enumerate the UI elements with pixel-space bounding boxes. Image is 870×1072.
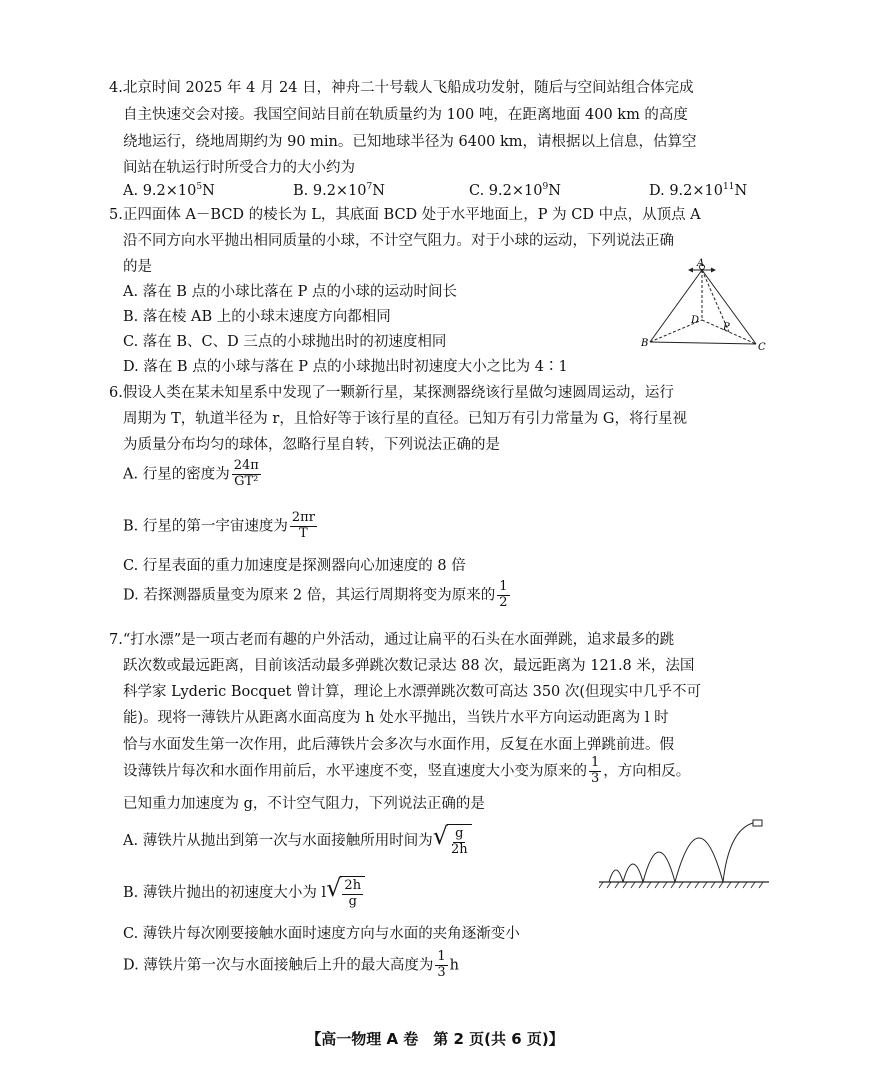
q7-line-6: 设薄铁片每次和水面作用前后，水平速度不变，竖直速度大小变为原来的 $\frac{1}{3}$ ，方向相反。 (123, 755, 691, 786)
water-hatching (599, 882, 763, 888)
q7-line-5: 恰与水面发生第一次作用，此后薄铁片会多次与水面作用，反复在水面上弹跳前进。假 (123, 737, 674, 753)
q5-line-3: 的是 (123, 259, 152, 275)
q6-option-c[interactable]: C. 行星表面的重力加速度是探测器向心加速度的 8 倍 (123, 558, 466, 574)
q7-option-b[interactable]: B. 薄铁片抛出的初速度大小为 l √ $\frac{2h}{g}$ (123, 876, 365, 910)
trajectory-arc-5 (609, 870, 623, 882)
q4-option-b[interactable]: B. $9.2\times 10^7N$ (293, 182, 385, 199)
trajectory-arc-4 (623, 864, 643, 882)
fraction: $\frac{1}{3}$ (591, 755, 600, 786)
label-a: A (697, 258, 705, 269)
sqrt: √ $\frac{2h}{g}$ (326, 876, 365, 910)
q4-line-1: 4.北京时间 2025 年 4 月 24 日，神舟二十号载人飞船成功发射，随后与空间站组合体完成 (109, 80, 694, 96)
q7-line-7: 已知重力加速度为 g，不计空气阻力，下列说法正确的是 (123, 796, 485, 812)
q4-option-a[interactable]: A. $9.2\times 10^5N$ (123, 182, 215, 199)
q6-line-2: 周期为 T，轨道半径为 r，且恰好等于该行星的直径。已知万有引力常量为 G，将行星视 (123, 411, 688, 427)
q6-line-1: 6.假设人类在某未知星系中发现了一颗新行星，某探测器绕该行星做匀速圆周运动，运行 (109, 385, 674, 401)
q4-options (123, 183, 803, 198)
q7-line-4: 能)。现将一薄铁片从距离水面高度为 h 处水平抛出，当铁片水平方向运动距离为 l 时 (123, 710, 669, 726)
fraction: $\frac{1}{3}$ (437, 949, 446, 980)
q5-option-a[interactable]: A. 落在 B 点的小球比落在 P 点的小球的运动时间长 (123, 284, 458, 300)
fraction: $\frac{g}{2h}$ (451, 826, 468, 857)
q6-option-d[interactable]: D. 若探测器质量变为原来 2 倍，其运行周期将变为原来的 $\frac{1}{2}$ (123, 579, 508, 610)
q4-option-c[interactable]: C. $9.2\times 10^9N$ (469, 182, 561, 199)
edge-ab (650, 270, 702, 342)
arrow-left-icon (688, 268, 693, 273)
q5-option-c[interactable]: C. 落在 B、C、D 三点的小球抛出时的初速度相同 (123, 334, 447, 350)
edge-bc (650, 342, 756, 344)
trajectory-arc-1 (723, 823, 753, 882)
fraction: $\frac{2\pi r}{T}$ (291, 510, 315, 541)
label-p: P (723, 322, 730, 333)
q5-line-2: 沿不同方向水平抛出相同质量的小球，不计空气阻力。对于小球的运动，下列说法正确 (123, 233, 674, 249)
tetrahedron-diagram (640, 258, 770, 354)
q5-option-b[interactable]: B. 落在棱 AB 上的小球末速度方向都相同 (123, 309, 391, 325)
arrow-right-icon (711, 268, 716, 273)
trajectory-arc-3 (643, 852, 675, 882)
q5-line-1: 5.正四面体 A－BCD 的棱长为 L，其底面 BCD 处于水平地面上，P 为 CD 中点，从顶点 A (109, 207, 701, 223)
iron-plate-icon (753, 820, 762, 826)
page-footer: 【高一物理 A 卷 第 2 页(共 6 页)】 (306, 1030, 564, 1048)
q6-option-a[interactable]: A. 行星的密度为 $\frac{24\pi}{\text{GT²}}$ (123, 458, 259, 489)
q7-option-a[interactable]: A. 薄铁片从抛出到第一次与水面接触所用时间为 √ $\frac{g}{2h}$ (123, 824, 472, 858)
fraction: $\frac{1}{2}$ (499, 579, 508, 610)
q7-option-d[interactable]: D. 薄铁片第一次与水面接触后上升的最大高度为 $\frac{1}{3}$ h (123, 949, 459, 980)
fraction: $\frac{24\pi}{\text{GT²}}$ (233, 458, 259, 489)
label-b: B (641, 338, 649, 349)
q7-line-3: 科学家 Lyderic Bocquet 曾计算，理论上水漂弹跳次数可高达 350 次(但现实中几乎不可 (123, 684, 702, 700)
q4-option-d[interactable]: D. $9.2\times 10^{11}N$ (649, 182, 748, 199)
q7-option-c[interactable]: C. 薄铁片每次刚要接触水面时速度方向与水面的夹角逐渐变小 (123, 926, 520, 942)
fraction: $\frac{2h}{g}$ (344, 878, 362, 909)
trajectory-arc-2 (675, 838, 723, 882)
q5-option-d[interactable]: D. 落在 B 点的小球与落在 P 点的小球抛出时初速度大小之比为 4∶1 (123, 359, 568, 375)
q4-line-3: 绕地运行，绕地周期约为 90 min。已知地球半径为 6400 km，请根据以上信息，估算空 (123, 134, 697, 150)
sqrt: √ $\frac{g}{2h}$ (433, 824, 472, 858)
label-d: D (691, 315, 700, 326)
q7-line-2: 跃次数或最远距离，目前该活动最多弹跳次数记录达 88 次，最远距离为 121.8 米，法国 (123, 658, 695, 674)
q6-option-b[interactable]: B. 行星的第一宇宙速度为 $\frac{2\pi r}{T}$ (123, 510, 315, 541)
label-c: C (758, 342, 766, 353)
q4-line-2: 自主快速交会对接。我国空间站目前在轨质量约为 100 吨，在距离地面 400 km 的高度 (123, 107, 688, 123)
q6-line-3: 为质量分布均匀的球体，忽略行星自转，下列说法正确的是 (123, 437, 500, 453)
q4-line-4: 间站在轨运行时所受合力的大小约为 (123, 160, 355, 176)
q7-line-1: 7.“打水漂”是一项古老而有趣的户外活动，通过让扁平的石头在水面弹跳，追求最多的跳 (109, 632, 675, 648)
skipping-plate-diagram (595, 812, 775, 892)
